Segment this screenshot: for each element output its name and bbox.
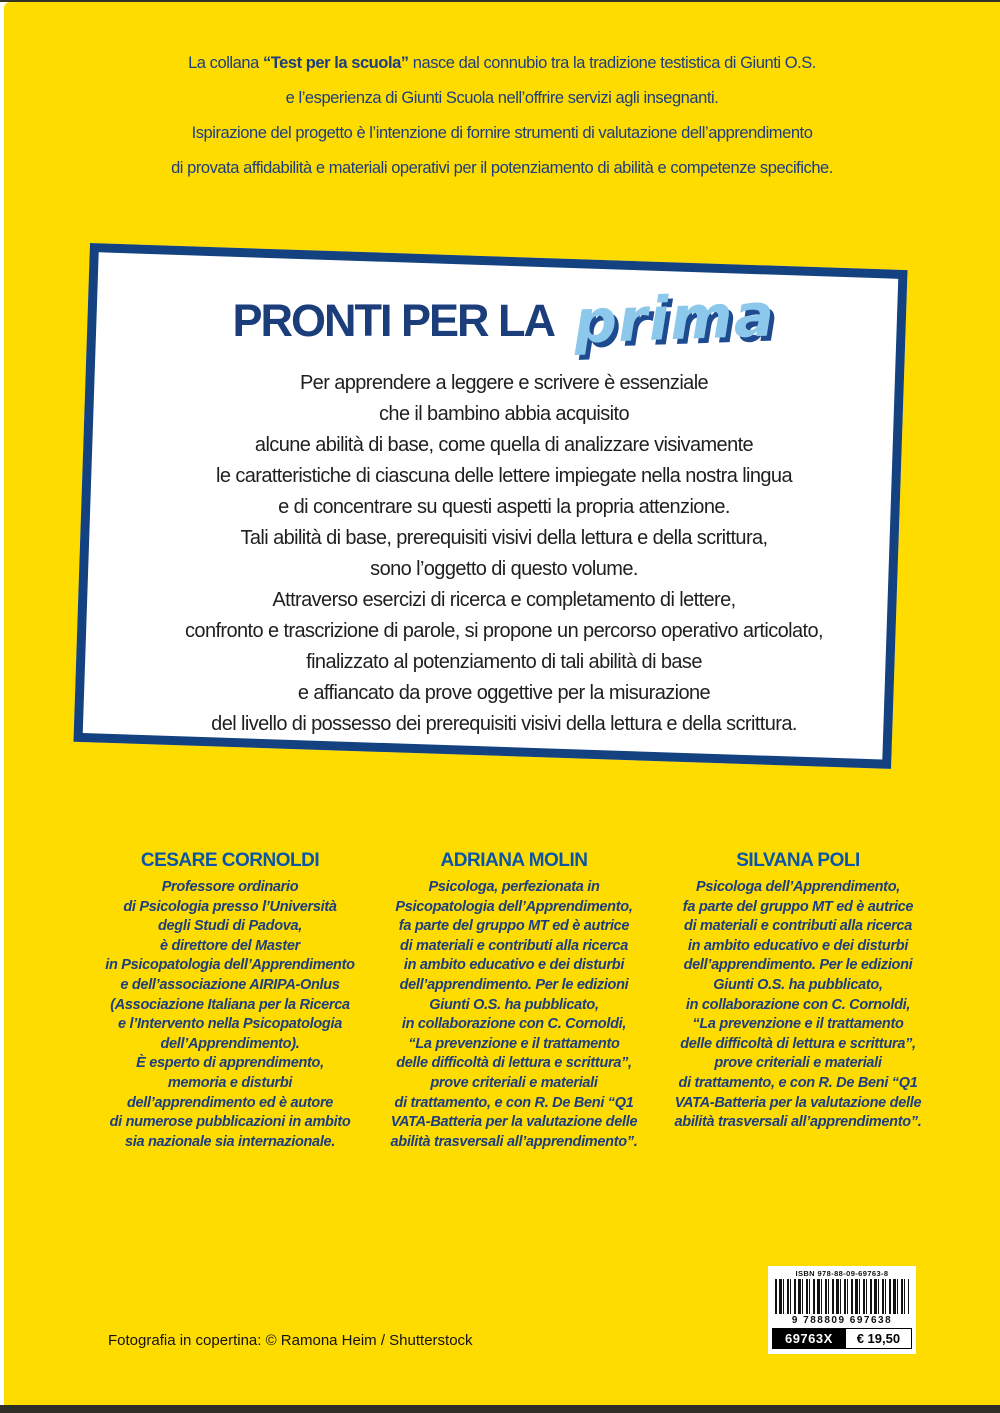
back-cover-blurb: Per apprendere a leggere e scrivere è essenziale che il bambino abbia acquisito alcune abilità di base, come quella di analizzare visivamente le caratteristiche di ciascuna delle lettere impiegate nella nostra lingua e di concentrare su questi aspetti la propria attenzione. Tali abilità di base, prerequisiti visivi della lettura e della scrittura, sono l’oggetto di questo volume. Attraverso esercizi di ricerca e completamento di lettere, confronto e trascrizione di parole, si propone un percorso operativo articolato, finalizzato al potenziamento di tali abilità di base e affiancato da prove oggettive per la misurazione del livello di possesso dei prerequisiti visivi della lettura e della scrittura. [185,372,823,735]
series-intro-text [44,46,960,186]
author-name: ADRIANA MOLIN [440,850,588,871]
code-price-row [772,1328,912,1349]
cover-background [4,2,1000,1405]
book-title-accent: prima [573,280,777,358]
isbn-label: ISBN 978-88-09-69763-8 [795,1269,889,1278]
intro-line-4: di provata affidabilità e materiali operativi per il potenziamento di abilità e competenze specifiche. [171,159,833,177]
price: € 19,50 [845,1329,911,1348]
book-title [104,280,904,358]
authors-section [88,850,940,1152]
intro-line-3: Ispirazione del progetto è l’intenzione di fornire strumenti di valutazione dell’apprendimento [191,124,813,142]
author-bio: Psicologa dell’Apprendimento, fa parte del gruppo MT ed è autrice di materiali e contributi alla ricerca in ambito educativo e dei disturbi dell’apprendimento. Per le edizioni Giunti O.S. ha pubblicato, in collaborazione con C. Cornoldi, “La prevenzione e il trattamento delle difficoltà di lettura e scrittura”, prove criteriali e materiali di trattamento, e con R. De Beni “Q1 VATA-Batteria per la valutazione delle abilità trasversali all’apprendimento”. [674,879,922,1131]
intro-line-1-prefix: La collana [188,54,263,72]
barcode-bars-graphic [775,1279,909,1314]
author-name: CESARE CORNOLDI [140,850,320,871]
scan-bottom-edge [0,1405,1000,1413]
product-code: 69763X [773,1329,845,1348]
barcode-box [768,1266,916,1354]
series-name: “Test per la scuola” [262,54,409,72]
book-title-main: PRONTI PER LA [232,295,554,346]
author-bio: Professore ordinario di Psicologia presso l’Università degli Studi di Padova, è direttore del Master in Psicopatologia dell’Apprendimento e dell’associazione AIRIPA-Onlus (Associazione Italiana per la Ricerca e l’Intervento nella Psicopatologia dell’Apprendimento). È esperto di apprendimento, memoria e disturbi dell’apprendimento ed è autore di numerose pubblicazioni in ambito sia nazionale sia internazionale. [105,879,355,1150]
ean-digits: 9 788809 697638 [791,1315,893,1326]
intro-line-1-suffix: nasce dal connubio tra la tradizione testistica di Giunti O.S. [408,54,816,72]
author-column-cornoldi [88,850,372,1152]
photo-credit: Fotografia in copertina: © Ramona Heim / Shutterstock [108,1332,473,1349]
author-column-poli [656,850,940,1152]
intro-line-2: e l’esperienza di Giunti Scuola nell’offrire servizi agli insegnanti. [285,89,719,107]
author-column-molin [372,850,656,1152]
author-bio: Psicologa, perfezionata in Psicopatologia dell’Apprendimento, fa parte del gruppo MT ed è autrice di materiali e contributi alla ricerca in ambito educativo e dei disturbi dell’apprendimento. Per le edizioni Giunti O.S. ha pubblicato, in collaborazione con C. Cornoldi, “La prevenzione e il trattamento delle difficoltà di lettura e scrittura”, prove criteriali e materiali di trattamento, e con R. De Beni “Q1 VATA-Batteria per la valutazione delle abilità trasversali all’apprendimento”. [390,879,638,1150]
author-name: SILVANA POLI [736,850,860,871]
intro-line-1 [44,46,960,81]
